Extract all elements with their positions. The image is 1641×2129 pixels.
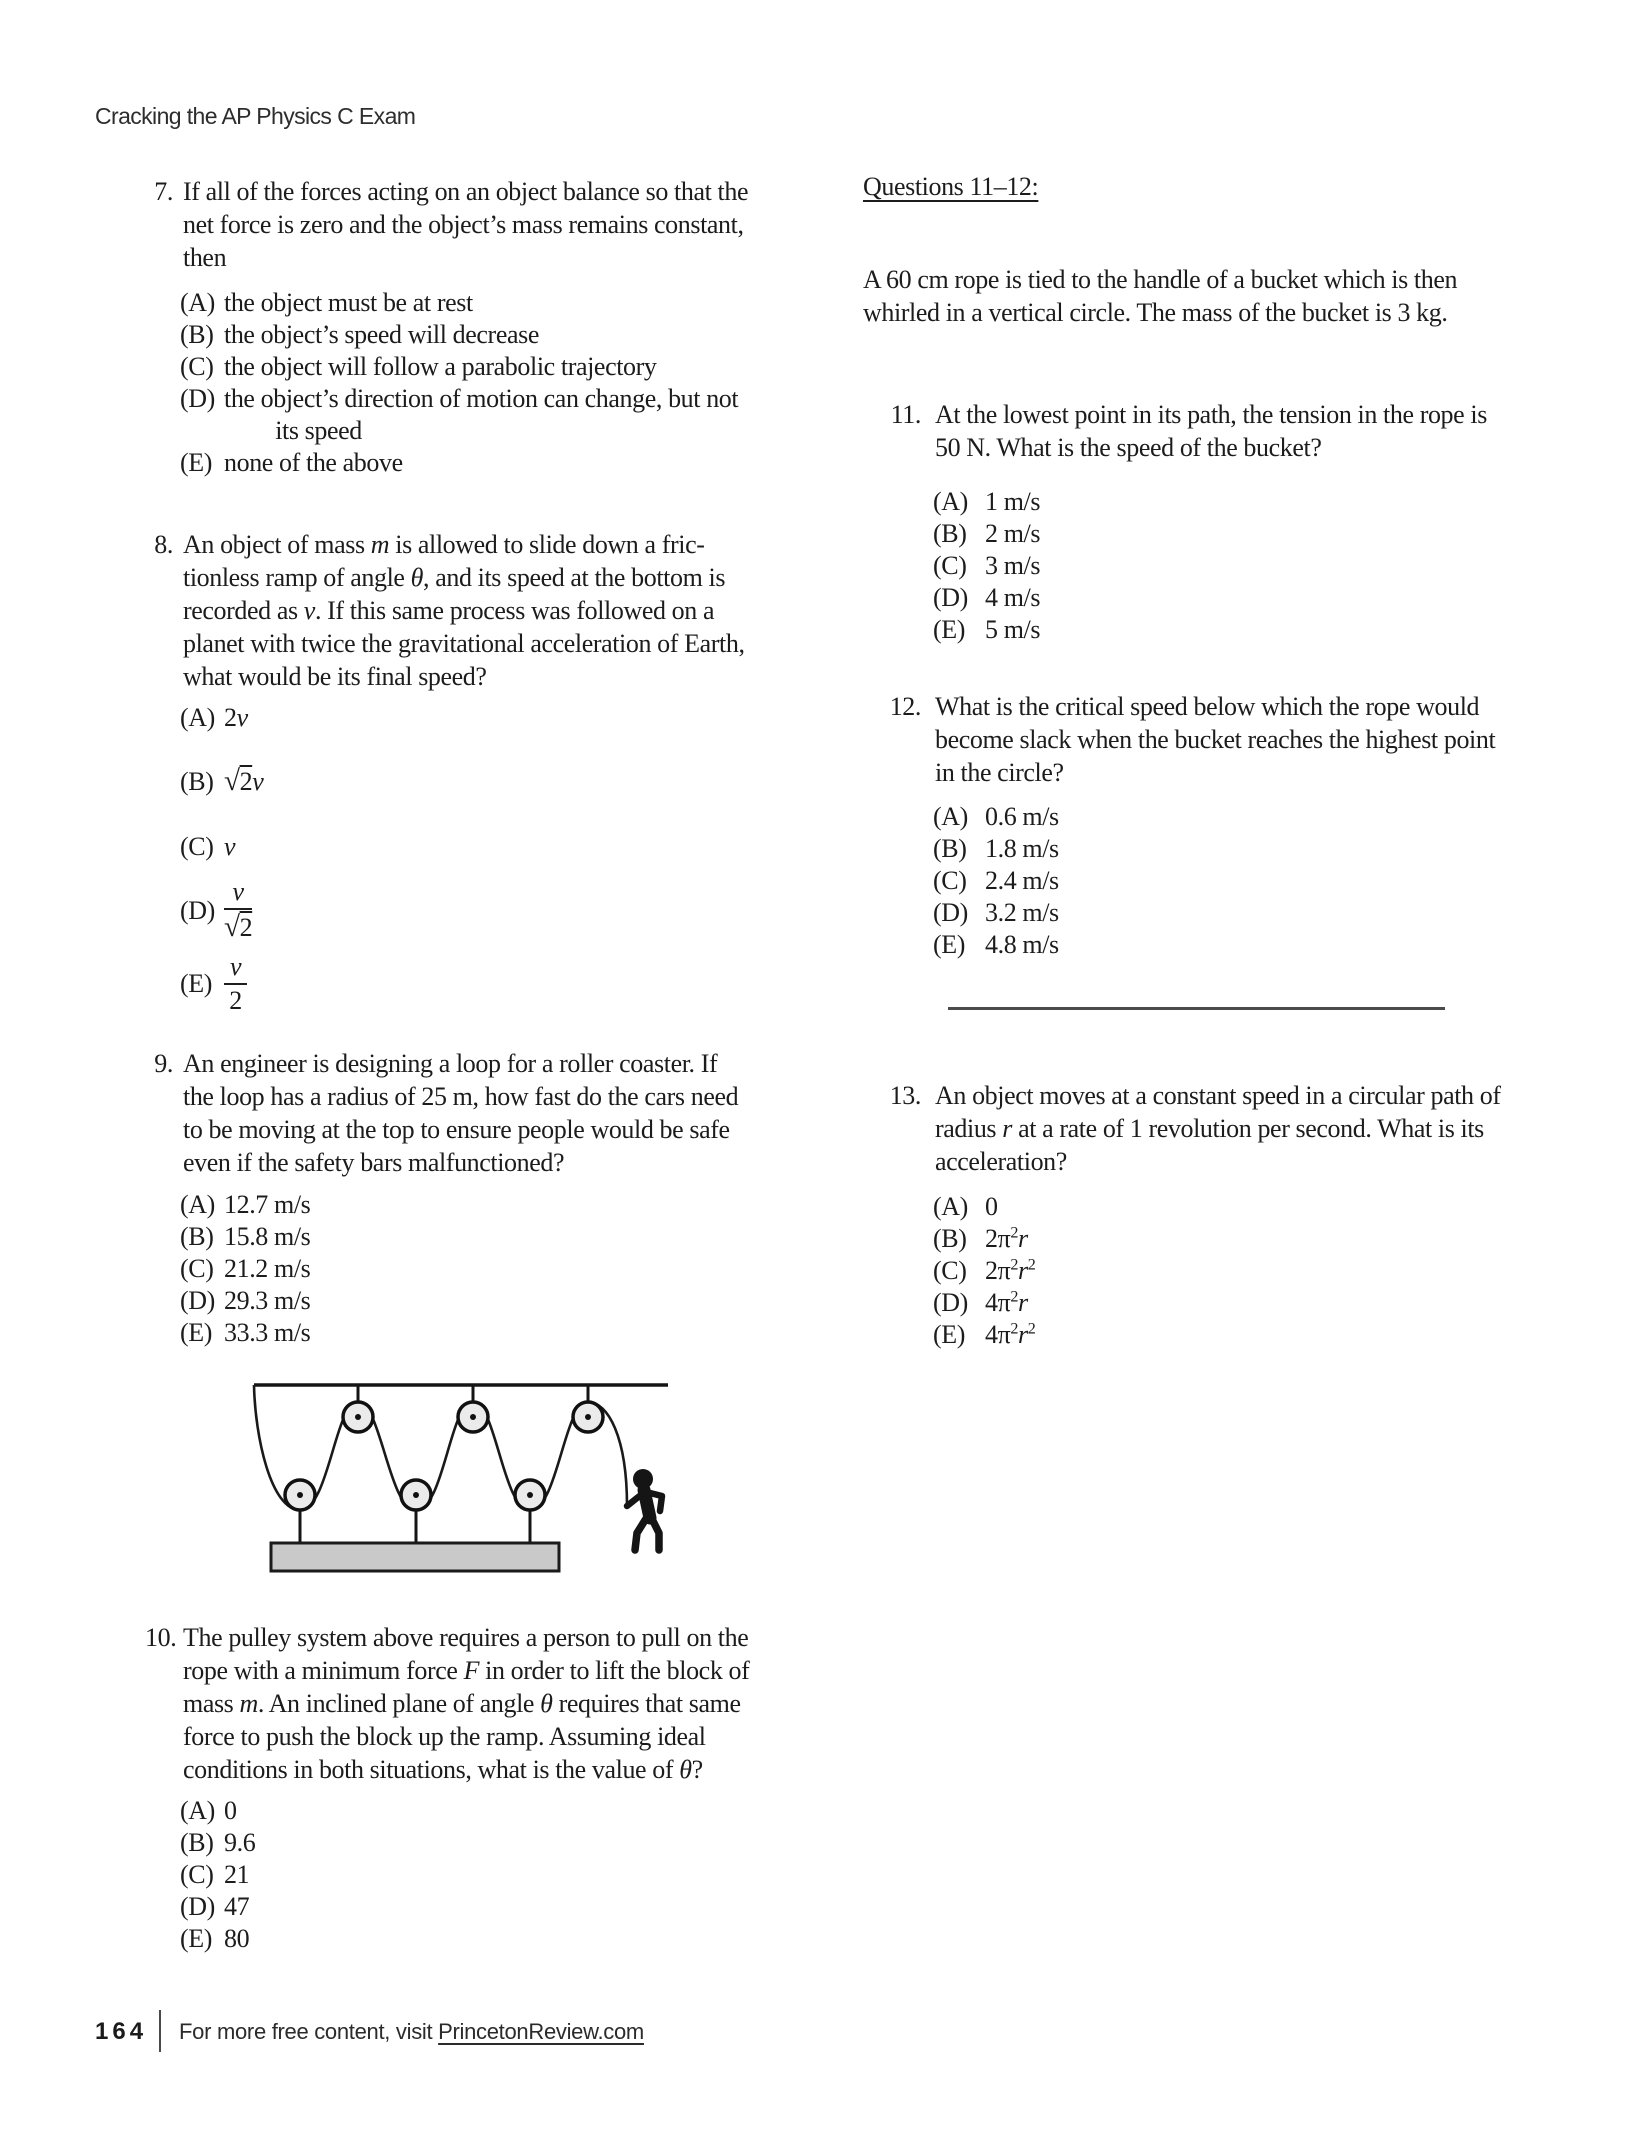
option-B xyxy=(933,518,1583,550)
question-number: 13. xyxy=(889,1081,921,1110)
option-C xyxy=(180,1253,817,1285)
question-number: 11. xyxy=(890,400,921,429)
option-value: 80 xyxy=(224,1923,250,1953)
option-value: $4\pi^2r$ xyxy=(985,1288,1028,1317)
option-E xyxy=(933,614,1583,646)
question-10 xyxy=(145,1621,817,1955)
option-letter: (E) xyxy=(933,615,965,644)
option-value: 12.7 m/s xyxy=(224,1189,311,1219)
answer-options xyxy=(933,801,1583,961)
option-C xyxy=(933,865,1583,897)
option-value: the object’s direction of motion can change, but not its speed xyxy=(224,384,739,445)
option-value: $\frac{v}{√2}$ xyxy=(224,877,253,944)
option-value: $2\pi^2r^2$ xyxy=(985,1256,1036,1285)
lower-pulleys xyxy=(285,1480,545,1510)
option-letter: (B) xyxy=(180,766,214,796)
option-value: $\frac{v}{2}$ xyxy=(224,953,247,1015)
option-letter: (C) xyxy=(933,551,967,580)
question-8 xyxy=(145,528,817,1015)
answer-options xyxy=(180,287,817,479)
option-letter: (D) xyxy=(180,384,215,413)
question-stem: At the lowest point in its path, the tension in the rope is 50 N. What is the speed of the bucket? xyxy=(935,400,1487,462)
option-value: 4.8 m/s xyxy=(985,930,1059,959)
section-divider xyxy=(948,1007,1445,1010)
footer-divider xyxy=(159,2010,161,2052)
option-letter: (A) xyxy=(933,802,968,831)
person-figure xyxy=(627,1469,662,1550)
block xyxy=(271,1543,559,1571)
option-B xyxy=(180,1221,817,1253)
question-11 xyxy=(863,398,1583,646)
option-C xyxy=(180,351,817,383)
option-E xyxy=(180,1923,817,1955)
option-value: $4\pi^2r^2$ xyxy=(985,1320,1036,1349)
question-group-intro: A 60 cm rope is tied to the handle of a bucket which is then whirled in a vertical circle. The mass of the bucket is 3 kg. xyxy=(863,265,1458,327)
option-A xyxy=(933,1191,1583,1223)
option-B xyxy=(933,1223,1583,1255)
option-D xyxy=(180,383,817,447)
footer-link[interactable]: PrincetonReview.com xyxy=(438,2018,644,2044)
option-letter: (B) xyxy=(933,1224,967,1253)
option-value: 2 m/s xyxy=(985,519,1041,548)
option-letter: (B) xyxy=(180,1827,214,1857)
option-value: 21.2 m/s xyxy=(224,1253,311,1283)
option-letter: (D) xyxy=(933,583,968,612)
option-value: 5 m/s xyxy=(985,615,1041,644)
option-value: the object’s speed will decrease xyxy=(224,320,539,349)
question-stem: The pulley system above requires a person to pull on the rope with a minimum force F in order to lift the block of mass m. An inclined plane of angle θ requires that same force to push the block up the ramp. Assuming ideal conditions in both situations, what is the value of θ? xyxy=(183,1622,750,1784)
option-letter: (C) xyxy=(180,1253,214,1283)
answer-options xyxy=(933,486,1583,646)
option-letter: (D) xyxy=(180,895,215,925)
option-A xyxy=(933,801,1583,833)
option-letter: (C) xyxy=(180,1859,214,1889)
option-letter: (A) xyxy=(933,1192,968,1221)
option-B xyxy=(180,1827,817,1859)
question-stem: An object moves at a constant speed in a circular path of radius r at a rate of 1 revolution per second. What is its acceleration? xyxy=(935,1081,1501,1176)
option-D xyxy=(180,1891,817,1923)
option-value: 0.6 m/s xyxy=(985,802,1059,831)
option-D xyxy=(180,1285,817,1317)
option-A xyxy=(180,702,817,734)
option-value: the object must be at rest xyxy=(224,288,473,317)
option-letter: (B) xyxy=(933,519,967,548)
option-B xyxy=(180,319,817,351)
option-letter: (B) xyxy=(933,834,967,863)
option-value: 2.4 m/s xyxy=(985,866,1059,895)
question-7 xyxy=(145,175,817,479)
question-number: 10. xyxy=(145,1622,177,1652)
question-stem: What is the critical speed below which the rope would become slack when the bucket reaches the highest point in the circle? xyxy=(935,692,1496,787)
option-letter: (C) xyxy=(933,1256,967,1285)
option-E xyxy=(180,447,817,479)
option-value: 1 m/s xyxy=(985,487,1041,516)
upper-pulleys xyxy=(343,1402,603,1432)
option-value: 47 xyxy=(224,1891,250,1921)
page-number: 164 xyxy=(95,2017,148,2045)
option-value: 29.3 m/s xyxy=(224,1285,311,1315)
option-A xyxy=(180,1795,817,1827)
option-letter: (D) xyxy=(933,898,968,927)
question-number: 9. xyxy=(154,1048,173,1078)
option-value: 9.6 xyxy=(224,1827,256,1857)
option-letter: (E) xyxy=(180,1317,212,1347)
option-letter: (D) xyxy=(180,1891,215,1921)
pulley-system-diagram xyxy=(241,1377,681,1587)
option-value: 33.3 m/s xyxy=(224,1317,311,1347)
option-letter: (E) xyxy=(933,1320,965,1349)
option-letter: (A) xyxy=(180,288,215,317)
question-9 xyxy=(145,1047,817,1349)
option-letter: (D) xyxy=(933,1288,968,1317)
option-value: the object will follow a parabolic trajectory xyxy=(224,352,657,381)
option-A xyxy=(180,287,817,319)
option-E xyxy=(180,1317,817,1349)
question-stem: If all of the forces acting on an object balance so that the net force is zero and the object’s mass remains constant, then xyxy=(183,177,749,272)
page-footer xyxy=(95,2010,644,2052)
answer-options xyxy=(180,702,817,1015)
option-D xyxy=(933,1287,1583,1319)
option-letter: (A) xyxy=(180,1795,215,1825)
answer-options xyxy=(180,1189,817,1349)
question-group-header: Questions 11–12: xyxy=(863,172,1039,201)
question-number: 12. xyxy=(889,692,921,721)
answer-options xyxy=(933,1191,1583,1351)
option-D xyxy=(933,897,1583,929)
option-value: 1.8 m/s xyxy=(985,834,1059,863)
option-A xyxy=(180,1189,817,1221)
option-value: 21 xyxy=(224,1859,250,1889)
option-value: $2\pi^2r$ xyxy=(985,1224,1028,1253)
question-stem: An object of mass m is allowed to slide down a fric- tionless ramp of angle θ, and its speed at the bottom is recorded as v. If this same process was followed on a planet with twice the gravitational acceleration of Earth, what would be its final speed? xyxy=(183,530,745,691)
option-C xyxy=(180,831,817,863)
option-value: v xyxy=(224,832,236,861)
option-letter: (C) xyxy=(180,832,214,861)
question-number: 7. xyxy=(154,177,173,206)
option-E xyxy=(933,1319,1583,1351)
option-C xyxy=(933,1255,1583,1287)
option-B xyxy=(180,765,817,798)
option-B xyxy=(933,833,1583,865)
book-title: Cracking the AP Physics C Exam xyxy=(95,103,416,129)
footer-text xyxy=(179,2015,644,2048)
option-C xyxy=(180,1859,817,1891)
right-column xyxy=(863,170,1583,1351)
option-E xyxy=(933,929,1583,961)
option-E xyxy=(180,953,817,1015)
option-D xyxy=(180,878,817,944)
option-A xyxy=(933,486,1583,518)
pulley-diagram-svg xyxy=(241,1377,681,1587)
question-stem: An engineer is designing a loop for a roller coaster. If the loop has a radius of 25 m, how fast do the cars need to be moving at the top to ensure people would be safe even if the safety bars malfunctioned? xyxy=(183,1048,739,1177)
question-number: 8. xyxy=(154,530,173,559)
option-letter: (D) xyxy=(180,1285,215,1315)
option-letter: (B) xyxy=(180,1221,214,1251)
option-letter: (E) xyxy=(933,930,965,959)
option-value: 0 xyxy=(224,1795,237,1825)
question-12 xyxy=(863,690,1583,961)
option-C xyxy=(933,550,1583,582)
option-letter: (A) xyxy=(180,1189,215,1219)
option-letter: (E) xyxy=(180,1923,212,1953)
option-value: 3.2 m/s xyxy=(985,898,1059,927)
option-value: 2v xyxy=(224,703,248,732)
option-letter: (C) xyxy=(180,352,214,381)
option-D xyxy=(933,582,1583,614)
option-value: 3 m/s xyxy=(985,551,1041,580)
question-13 xyxy=(863,1079,1583,1351)
option-letter: (E) xyxy=(180,448,212,477)
option-letter: (B) xyxy=(180,320,214,349)
option-value: none of the above xyxy=(224,448,403,477)
left-column xyxy=(145,175,817,1955)
answer-options xyxy=(180,1795,817,1955)
option-value: 4 m/s xyxy=(985,583,1041,612)
option-letter: (C) xyxy=(933,866,967,895)
option-value: √2v xyxy=(224,765,264,797)
footer-text-prefix: For more free content, visit xyxy=(179,2018,439,2044)
option-letter: (A) xyxy=(933,487,968,516)
option-value: 0 xyxy=(985,1192,998,1221)
option-value: 15.8 m/s xyxy=(224,1221,311,1251)
option-letter: (A) xyxy=(180,703,215,732)
option-letter: (E) xyxy=(180,968,212,998)
